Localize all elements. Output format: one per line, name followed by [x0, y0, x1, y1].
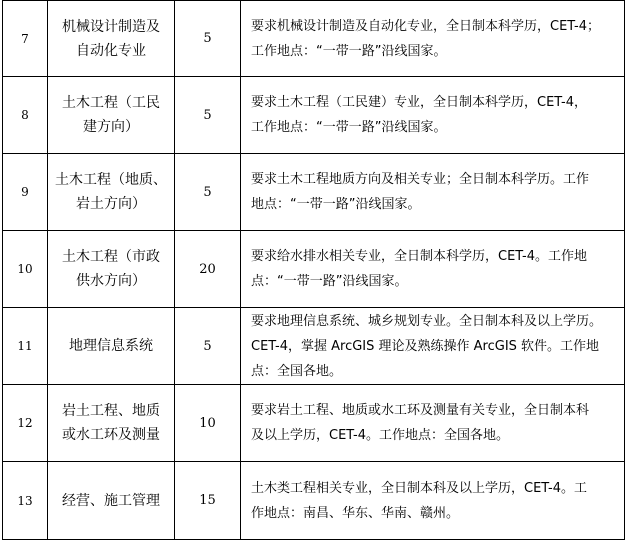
requirement-line: 及以上学历，CET-4。工作地点：全国各地。 [251, 428, 510, 443]
requirement-line: 地点：“一带一路”沿线国家。 [251, 197, 421, 212]
headcount: 15 [175, 462, 241, 540]
table-row [3, 154, 625, 231]
requirement-cell [241, 462, 625, 540]
table-row [3, 231, 625, 308]
table-row [3, 77, 625, 154]
headcount: 20 [175, 231, 241, 308]
table-row [3, 308, 625, 385]
major-line: 机械设计制造及 [62, 18, 160, 35]
requirement-line: 点：全国各地。 [251, 363, 343, 379]
requirement-line: CET-4，掌握 ArcGIS 理论及熟练操作 ArcGIS 软件。工作地 [251, 338, 600, 354]
major-line: 岩土工程、地质 [62, 403, 160, 419]
row-number: 13 [3, 462, 48, 540]
major-cell [48, 385, 175, 462]
requirement-line: 土木类工程相关专业，全日制本科及以上学历，CET-4。工 [251, 480, 588, 496]
requirement-line: 要求给水排水相关专业，全日制本科学历，CET-4。工作地 [251, 249, 588, 264]
recruitment-table [2, 0, 625, 540]
headcount: 5 [175, 1, 241, 77]
requirement-line: 要求地理信息系统、城乡规划专业。全日制本科及以上学历。 [251, 313, 603, 329]
major-cell [48, 231, 175, 308]
major-line: 自动化专业 [76, 42, 146, 59]
requirement-line: 要求机械设计制造及自动化专业，全日制本科学历，CET-4； [251, 18, 601, 34]
requirement-cell [241, 231, 625, 308]
major-line: 或水工环及测量 [62, 427, 160, 443]
requirement-line: 点：“一带一路”沿线国家。 [251, 274, 408, 289]
table-row [3, 1, 625, 77]
requirement-cell [241, 308, 625, 385]
row-number: 11 [3, 308, 48, 385]
requirement-cell [241, 1, 625, 77]
requirement-cell [241, 385, 625, 462]
table-row [3, 385, 625, 462]
major-line: 岩土方向） [76, 196, 146, 212]
row-number: 8 [3, 77, 48, 154]
major-cell [48, 308, 175, 385]
row-number: 7 [3, 1, 48, 77]
major-cell [48, 77, 175, 154]
requirement-line: 要求土木工程地质方向及相关专业；全日制本科学历。工作 [251, 172, 590, 187]
requirement-line: 作地点：南昌、华东、华南、赣州。 [251, 505, 460, 521]
major-line: 经营、施工管理 [62, 492, 160, 509]
table-row [3, 462, 625, 540]
requirement-line: 要求土木工程（工民建）专业，全日制本科学历，CET-4， [251, 95, 588, 110]
requirement-line: 工作地点：“一带一路”沿线国家。 [251, 120, 447, 135]
requirement-cell [241, 154, 625, 231]
major-line: 地理信息系统 [69, 338, 153, 354]
requirement-cell [241, 77, 625, 154]
major-cell [48, 1, 175, 77]
headcount: 5 [175, 154, 241, 231]
headcount: 5 [175, 308, 241, 385]
row-number: 12 [3, 385, 48, 462]
requirement-line: 要求岩土工程、地质或水工环及测量有关专业，全日制本科 [251, 403, 590, 418]
major-line: 土木工程（地质、 [55, 172, 167, 188]
headcount: 10 [175, 385, 241, 462]
major-cell [48, 154, 175, 231]
requirement-line: 工作地点：“一带一路”沿线国家。 [251, 43, 447, 59]
major-line: 供水方向） [76, 273, 146, 289]
major-line: 土木工程（市政 [62, 249, 160, 265]
major-line: 土木工程（工民 [62, 95, 160, 111]
major-cell [48, 462, 175, 540]
major-line: 建方向） [83, 119, 139, 135]
row-number: 10 [3, 231, 48, 308]
row-number: 9 [3, 154, 48, 231]
headcount: 5 [175, 77, 241, 154]
